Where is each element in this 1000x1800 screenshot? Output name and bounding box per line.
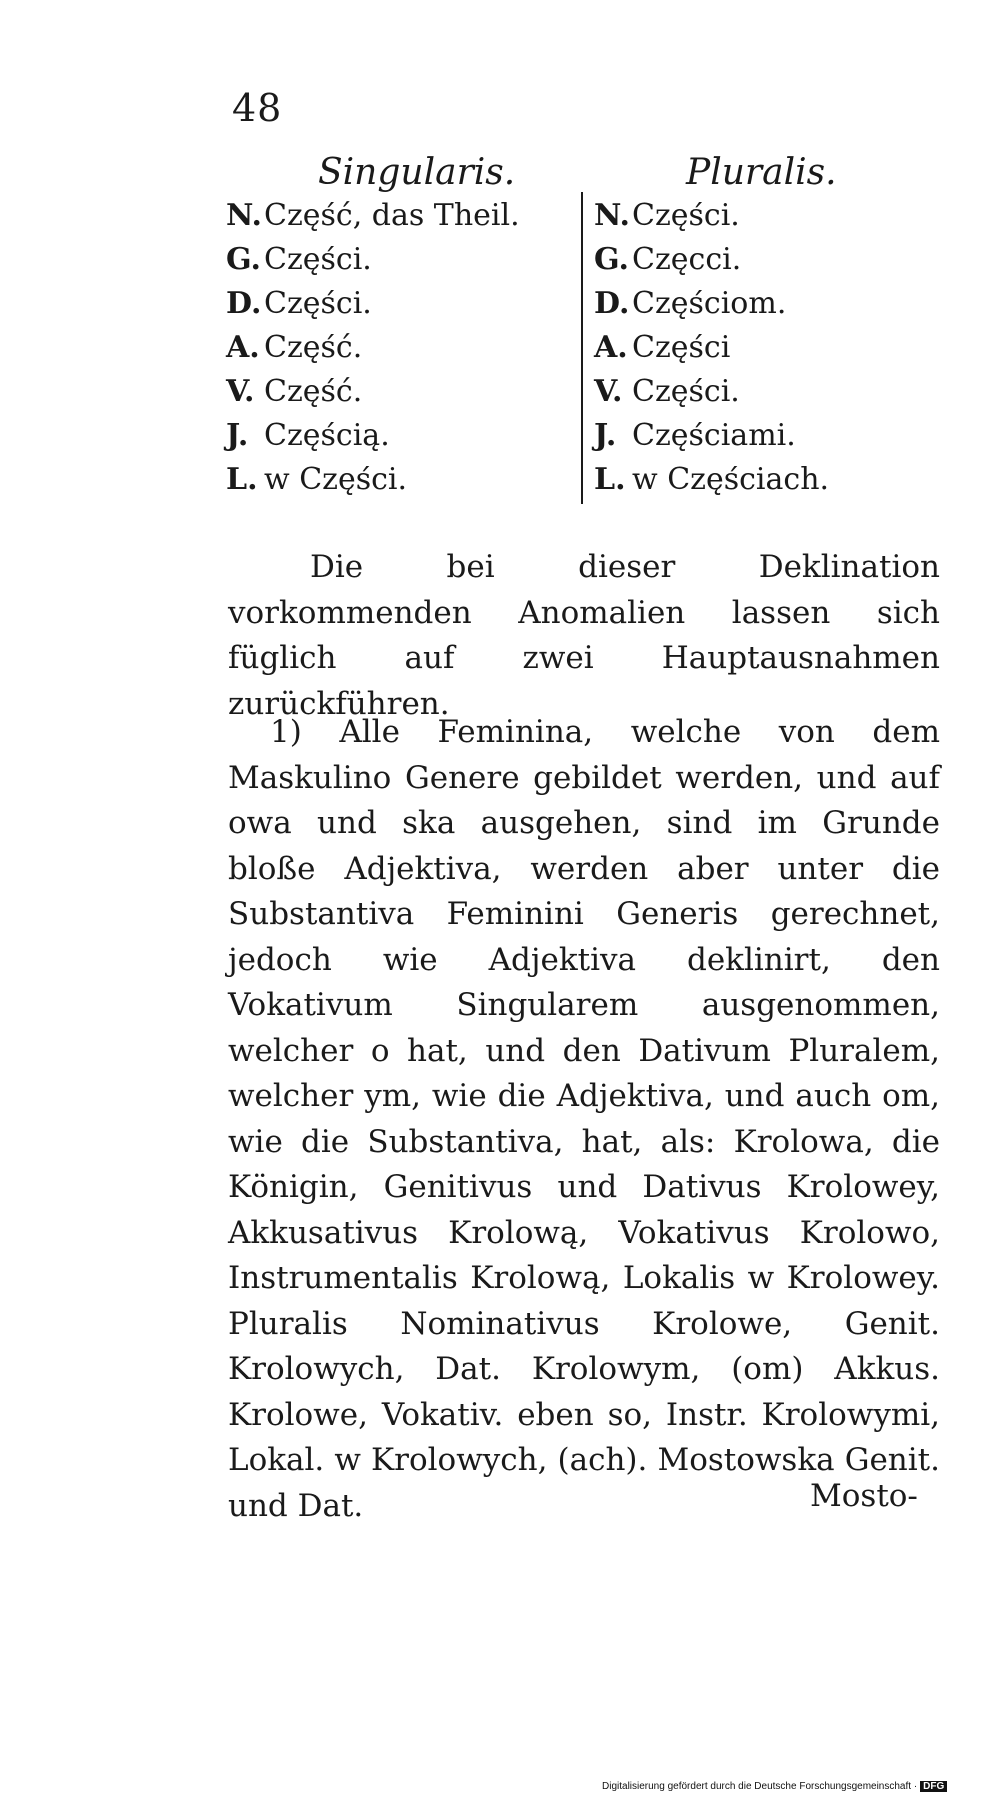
plural-form: Części [632, 330, 731, 365]
case-label: A. [226, 330, 260, 365]
singular-form: Częścią. [264, 418, 390, 453]
plural-row [594, 462, 829, 497]
footer-text: Digitalisierung gefördert durch die Deutsche Forschungsgemeinschaft · [602, 1781, 918, 1792]
singular-form: w Części. [264, 462, 408, 497]
case-label: G. [226, 242, 261, 277]
catchword: Mosto- [810, 1478, 918, 1514]
plural-form: w Częściach. [632, 462, 830, 497]
case-label: N. [594, 198, 630, 233]
case-label: V. [226, 374, 255, 409]
case-label: J. [226, 418, 249, 453]
plural-row [594, 198, 740, 233]
case-label: D. [594, 286, 630, 321]
plural-row [594, 330, 730, 365]
singular-form: Część. [264, 330, 363, 365]
plural-form: Częściom. [632, 286, 787, 321]
singular-row [226, 418, 390, 453]
singular-row [226, 462, 407, 497]
column-divider [581, 192, 583, 504]
singular-row [226, 374, 362, 409]
rule-paragraph: 1) Alle Feminina, welche von dem Maskulino Genere gebildet werden, und auf owa und ska ausgehen, sind im Grunde bloße Adjektiva, werden aber unter die Substantiva Feminini Generis gerechnet, jedoch wie Adjektiva deklinirt, den Vokativum Singularem ausgenommen, welcher o hat, und den Dativum Pluralem, welcher ym, wie die Adjektiva, und auch om, wie die Substantiva, hat, als: Krolowa, die Königin, Genitivus und Dativus Krolowey, Akkusativus Krolową, Vokativus Krolowo, Instrumentalis Krolową, Lokalis w Krolowey. Pluralis Nominativus Krolowe, Genit. Krolowych, Dat. Krolowym, (om) Akkus. Krolowe, Vokativ. eben so, Instr. Krolowymi, Lokal. w Krolowych, (ach). Mostowska Genit. und Dat. [228, 714, 940, 1524]
singular-row [226, 198, 520, 233]
case-label: V. [594, 374, 623, 409]
singular-form: Część. [264, 374, 363, 409]
plural-form: Częcci. [632, 242, 742, 277]
plural-row [594, 418, 796, 453]
singular-form: Część, das Theil. [264, 198, 520, 233]
plural-form: Części. [632, 374, 740, 409]
declension-table [226, 152, 926, 512]
page-number: 48 [232, 86, 283, 130]
plural-form: Części. [632, 198, 740, 233]
digitization-footer [602, 1781, 947, 1792]
singular-form: Części. [264, 242, 372, 277]
plural-form: Częściami. [632, 418, 796, 453]
singular-form: Części. [264, 286, 372, 321]
singular-row [226, 242, 372, 277]
case-label: A. [594, 330, 628, 365]
plural-row [594, 286, 786, 321]
case-label: L. [594, 462, 626, 497]
case-label: G. [594, 242, 629, 277]
singular-row [226, 286, 372, 321]
singular-row [226, 330, 362, 365]
case-label: L. [226, 462, 258, 497]
plural-row [594, 242, 741, 277]
plural-header: Pluralis. [686, 152, 837, 193]
intro-paragraph: Die bei dieser Deklination vorkommenden Anomalien lassen sich füglich auf zwei Hauptausnahmen zurückführen. [228, 549, 940, 722]
dfg-logo: DFG [920, 1781, 947, 1792]
singular-header: Singularis. [318, 152, 516, 193]
plural-row [594, 374, 740, 409]
case-label: J. [594, 418, 617, 453]
case-label: D. [226, 286, 262, 321]
case-label: N. [226, 198, 262, 233]
